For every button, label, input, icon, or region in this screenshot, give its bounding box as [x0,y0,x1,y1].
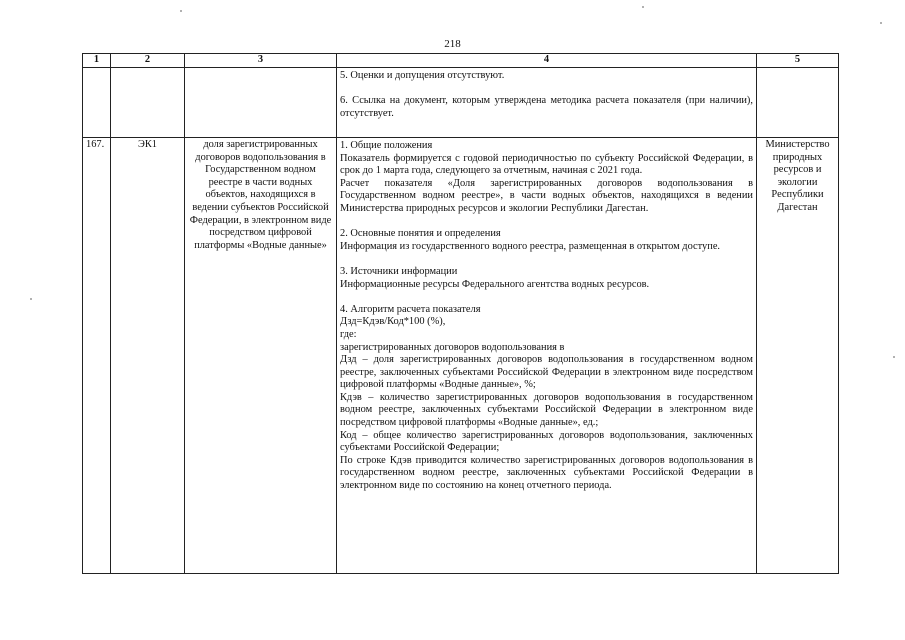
text-line: По строке Кдэв приводится количество зарегистрированных договоров водопользования в государственном водном реестре, заключенных субъектами Российской Федерации в электронном виде по состоянию на конец отчетного периода. [340,454,753,492]
methodology-cell [337,138,757,574]
table-row [83,138,839,574]
cont-cell-num [83,68,111,138]
text-line: зарегистрированных договоров водопользования в [340,341,565,353]
header-col-5: 5 [757,54,839,68]
text-line: где: [340,328,357,340]
text-line: Информационные ресурсы Федерального агентства водных ресурсов. [340,278,650,290]
header-col-3: 3 [185,54,337,68]
text-line: Дзд=Кдэв/Код*100 (%), [340,316,446,328]
text-line: Дзд – доля зарегистрированных договоров водопользования в государственном водном реестре, заключенных субъектами Российской Федерации в электронном виде посредством цифровой платформы «Водные данные», %; [340,354,753,391]
text-line: Показатель формируется с годовой периодичностью по субъекту Российской Федерации, в срок до 1 марта года, следующего за отчетным, начиная с 2021 года. [340,152,753,177]
header-col-4: 4 [337,54,757,68]
text-line: 1. Общие положения [340,140,433,151]
continuation-text [340,70,753,120]
blank-line [340,216,753,229]
methodology-text [340,140,753,493]
cont-cell-code [111,68,185,138]
continuation-row [83,68,839,138]
row-number: 167. [83,138,111,574]
text-line: Расчет показателя «Доля зарегистрированных договоров водопользования в Государственном водном реестре», в части водных объектов, находящихся в ведении Министерства природных ресурсов и экологии Республики Дагестан. [340,177,753,214]
blank-line [340,291,753,304]
cont-cell-name [185,68,337,138]
indicator-table [82,53,839,574]
header-col-2: 2 [111,54,185,68]
text-line: 4. Алгоритм расчета показателя [340,303,481,315]
scan-speck [180,10,182,12]
scan-speck [880,22,882,24]
text-line: 6. Ссылка на документ, которым утверждена методика расчета показателя (при наличии), отсутствует. [340,95,753,119]
page-number: 218 [444,38,461,50]
text-line: 5. Оценки и допущения отсутствуют. [340,70,505,81]
row-code: ЭК1 [111,138,185,574]
cont-cell-responsible [757,68,839,138]
header-row [83,54,839,68]
text-line: 2. Основные понятия и определения [340,228,501,240]
header-col-1: 1 [83,54,111,68]
blank-line [340,253,753,266]
text-line: Информация из государственного водного реестра, размещенная в открытом доступе. [340,240,721,252]
scan-speck [642,6,644,8]
blank-line [340,83,753,96]
responsible-body: Министерство природных ресурсов и экологии Республики Дагестан [757,138,839,574]
scan-speck [893,356,895,358]
indicator-name: доля зарегистрированных договоров водопользования в Государственном водном реестре в части водных объектов, находящихся в ведении субъектов Российской Федерации, в электронном виде посредством цифровой платформы «Водные данные» [185,138,337,574]
text-line: 3. Источники информации [340,265,458,277]
text-line: Код – общее количество зарегистрированных договоров водопользования, заключенных субъектами Российской Федерации; [340,429,753,454]
scan-speck [30,298,32,300]
cont-cell-methodology [337,68,757,138]
text-line: Кдэв – количество зарегистрированных договоров водопользования в государственном водном реестре, заключенных субъектами Российской Федерации в электронном виде посредством цифровой платформы «Водные данные», ед.; [340,391,753,429]
